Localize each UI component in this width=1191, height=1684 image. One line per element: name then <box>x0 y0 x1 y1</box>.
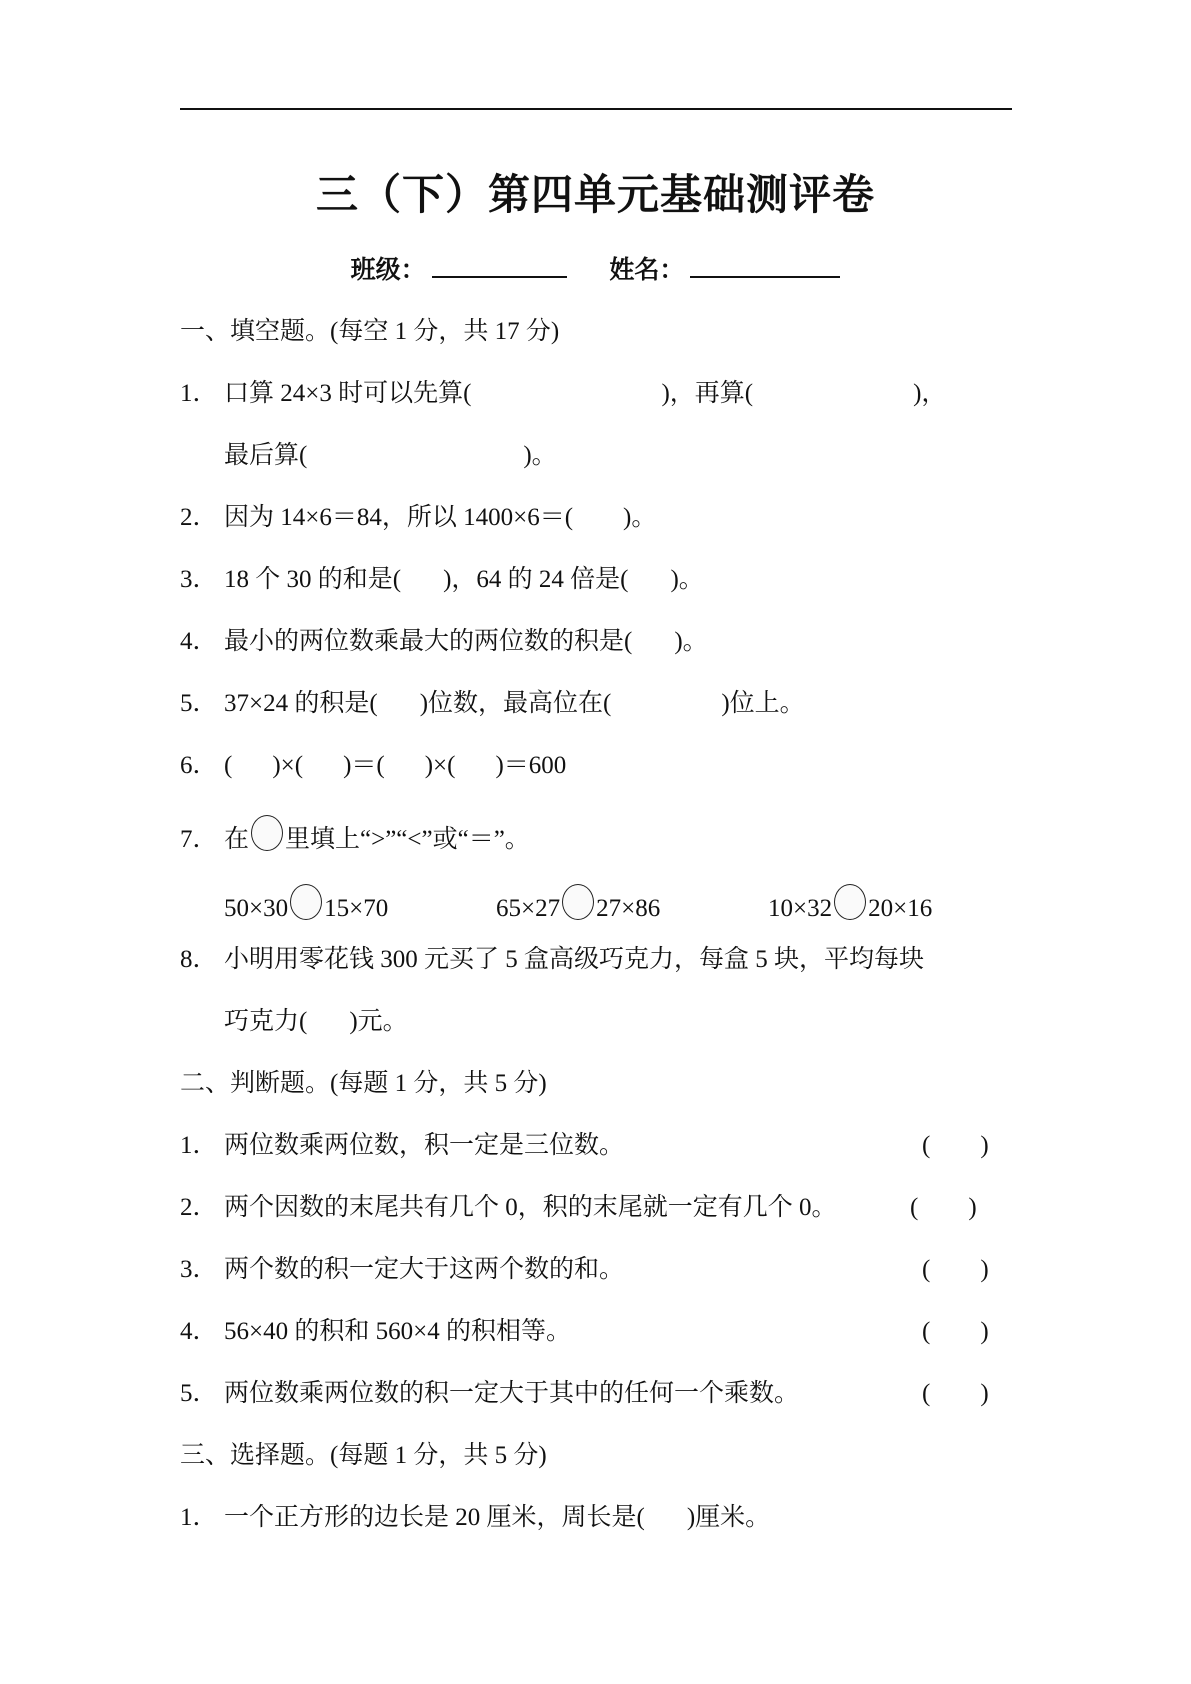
question-text: 一个正方形的边长是 20 厘米，周长是( <box>224 1504 645 1531</box>
question-text: 口算 24×3 时可以先算( <box>224 380 472 407</box>
s1-question-1-cont <box>224 436 557 476</box>
question-number: 5． <box>180 690 218 717</box>
question-number: 1． <box>180 1132 218 1159</box>
question-text: 在 <box>224 826 250 853</box>
question-text: )元。 <box>349 1008 408 1035</box>
judge-answer-paren[interactable]: ( ) <box>922 1318 989 1345</box>
section1-heading: 一、填空题。(每空 1 分，共 17 分) <box>180 318 560 345</box>
question-number: 2． <box>180 1194 218 1221</box>
student-info-line <box>0 250 1191 290</box>
s1-question-7 <box>180 815 530 860</box>
question-text: 两位数乘两位数的积一定大于其中的任何一个乘数。 <box>224 1380 800 1407</box>
question-text: )＝600 <box>495 752 567 779</box>
question-number: 3． <box>180 566 218 593</box>
comparison-left: 65×27 <box>496 895 561 922</box>
question-text: 两个因数的末尾共有几个 0，积的末尾就一定有几个 0。 <box>224 1194 837 1221</box>
compare-circle-input[interactable] <box>290 884 322 920</box>
comparison-right: 27×86 <box>596 895 661 922</box>
question-number: 2． <box>180 504 218 531</box>
judge-answer-paren[interactable]: ( ) <box>922 1380 989 1407</box>
question-text: 最小的两位数乘最大的两位数的积是( <box>224 628 633 655</box>
question-text: )， <box>913 380 947 407</box>
name-blank[interactable] <box>690 250 840 278</box>
judge-answer-paren[interactable]: ( ) <box>910 1194 977 1221</box>
s1-question-8-cont <box>224 1002 408 1042</box>
question-text: )＝( <box>343 752 385 779</box>
question-text: 两个数的积一定大于这两个数的和。 <box>224 1256 625 1283</box>
question-number: 1． <box>180 1504 218 1531</box>
comparison-item <box>224 884 388 929</box>
question-text: )，再算( <box>661 380 754 407</box>
question-text: 56×40 的积和 560×4 的积相等。 <box>224 1318 571 1345</box>
judge-answer-paren[interactable]: ( ) <box>922 1256 989 1283</box>
circle-icon <box>251 815 283 851</box>
question-number: 1． <box>180 380 218 407</box>
question-text: )。 <box>670 566 704 593</box>
question-text: )厘米。 <box>686 1504 771 1531</box>
class-label: 班级： <box>350 255 426 284</box>
question-text: )×( <box>272 752 304 779</box>
compare-circle-input[interactable] <box>562 884 594 920</box>
s3-question-1 <box>180 1498 770 1538</box>
question-number: 7． <box>180 826 218 853</box>
question-text: )。 <box>523 442 557 469</box>
comparison-right: 15×70 <box>324 895 389 922</box>
question-text: 小明用零花钱 300 元买了 5 盒高级巧克力，每盒 5 块，平均每块 <box>224 946 925 973</box>
question-text: 两位数乘两位数，积一定是三位数。 <box>224 1132 625 1159</box>
name-label: 姓名： <box>609 255 685 284</box>
s1-question-5 <box>180 684 805 724</box>
s2-question-5 <box>180 1374 799 1414</box>
s1-question-8 <box>180 940 924 980</box>
question-text: )位数，最高位在( <box>419 690 612 717</box>
question-text: )，64 的 24 倍是( <box>443 566 629 593</box>
question-text: )。 <box>674 628 708 655</box>
comparison-item <box>768 884 932 929</box>
question-text: 最后算( <box>224 442 308 469</box>
comparison-right: 20×16 <box>868 895 933 922</box>
page-title: 三（下）第四单元基础测评卷 <box>315 170 875 219</box>
comparison-left: 50×30 <box>224 895 289 922</box>
question-number: 4． <box>180 628 218 655</box>
section3-heading: 三、选择题。(每题 1 分，共 5 分) <box>180 1442 547 1469</box>
section2-heading: 二、判断题。(每题 1 分，共 5 分) <box>180 1070 547 1097</box>
comparison-left: 10×32 <box>768 895 833 922</box>
question-number: 6． <box>180 752 218 779</box>
s1-question-1 <box>180 374 946 414</box>
s2-question-4 <box>180 1312 571 1352</box>
s2-question-2 <box>180 1188 837 1228</box>
question-text: )。 <box>623 504 657 531</box>
s1-question-6 <box>180 746 566 786</box>
question-text: 18 个 30 的和是( <box>224 566 402 593</box>
question-text: 因为 14×6＝84，所以 1400×6＝( <box>224 504 574 531</box>
class-blank[interactable] <box>432 250 567 278</box>
question-text: )×( <box>424 752 456 779</box>
question-number: 3． <box>180 1256 218 1283</box>
header-rule <box>180 108 1012 110</box>
question-text: )位上。 <box>721 690 805 717</box>
question-text: 巧克力( <box>224 1008 308 1035</box>
s2-question-1 <box>180 1126 624 1166</box>
question-number: 5． <box>180 1380 218 1407</box>
question-text: ( <box>224 752 233 779</box>
question-text: 里填上“>”“<”或“＝”。 <box>285 826 530 853</box>
compare-circle-input[interactable] <box>834 884 866 920</box>
s1-question-2 <box>180 498 656 538</box>
judge-answer-paren[interactable]: ( ) <box>922 1132 989 1159</box>
question-number: 8． <box>180 946 218 973</box>
s1-question-4 <box>180 622 708 662</box>
s2-question-3 <box>180 1250 624 1290</box>
comparison-item <box>496 884 660 929</box>
question-number: 4． <box>180 1318 218 1345</box>
question-text: 37×24 的积是( <box>224 690 378 717</box>
s1-question-3 <box>180 560 704 600</box>
